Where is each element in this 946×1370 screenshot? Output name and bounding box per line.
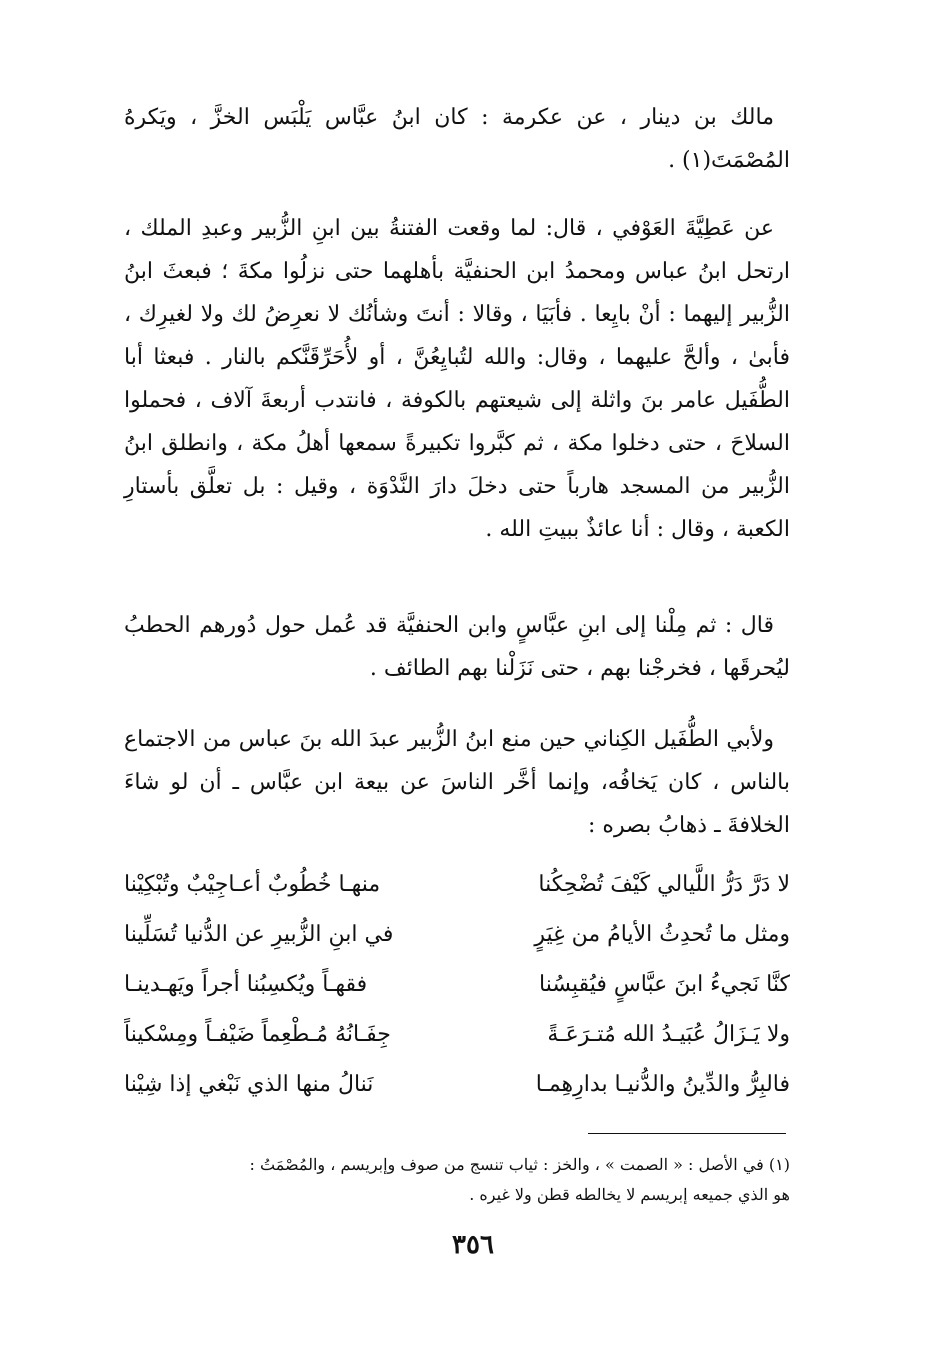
paragraph-1-block xyxy=(124,96,790,182)
paragraph: قال : ثم مِلْنا إلى ابنِ عبَّاسٍ وابن الحنفيَّة قد عُمل حول دُورهم الحطبُ ليُحرقَها ، فخرجْنا بهم ، حتى نَزَلْنا بهم الطائف . xyxy=(124,613,790,681)
footnote-line: هو الذي جميعه إبريسم لا يخالطه قطن ولا غيره . xyxy=(469,1185,790,1204)
paragraph-3-block xyxy=(124,604,790,690)
poem-hemistich-second: فقهـاً ويُكسِبُنا أجراً ويَهـدينـا xyxy=(124,972,368,997)
poem-verse xyxy=(124,960,790,1010)
poem-hemistich-first: فالبِرُّ والدِّينُ والدُّنيـا بدارِهِمـا xyxy=(535,1072,790,1097)
footnote-separator xyxy=(588,1133,786,1134)
poem-hemistich-second: منهـا خُطُوبٌ أعـاجِيْبٌ وتُبْكِيْنا xyxy=(124,872,381,897)
poem xyxy=(124,860,790,1110)
poem-verse xyxy=(124,1060,790,1110)
paragraph: مالك بن دينار ، عن عكرمة : كان ابنُ عبَّاس يَلْبَس الخزَّ ، ويَكرهُ المُصْمَتَ(١) . xyxy=(124,105,790,173)
footnote-line: (١) في الأصل : « الصمت » ، والخز : ثياب تنسج من صوف وإبريسم ، والمُصْمَتُ : xyxy=(249,1155,790,1174)
paragraph: عن عَطِيَّةَ العَوْفي ، قال: لما وقعت الفتنةُ بين ابنِ الزُّبير وعبدِ الملك ، ارتحل ابنُ عباس ومحمدُ ابن الحنفيَّة بأهلهما حتى نزلُوا مكةَ ؛ فبعثَ ابنُ الزُّبير إليهما : أنْ بايِعا . فأبَيَا ، وقالا : أنتَ وشأنُك لا نعرِضُ لك ولا لغيرِك ، فأبىٰ ، وألحَّ عليهما ، وقال: والله لتُبايِعُنَّ ، أو لأُحَرِّقَنَّكم بالنار . فبعثا أبا الطُّفَيل عامر بنَ واثلة إلى شيعتهم بالكوفة ، فانتدب أربعةَ آلاف ، فحملوا السلاحَ ، حتى دخلوا مكة ، ثم كبَّروا تكبيرةً سمعها أهلُ مكة ، وانطلق ابنُ الزُّبير من المسجد هارباً حتى دخلَ دارَ النَّدْوَة ، وقيل : بل تعلَّق بأستارِ الكعبة ، وقال : أنا عائذٌ ببيتِ الله . xyxy=(124,216,790,542)
paragraph: ولأبي الطُّفَيل الكِناني حين منع ابنُ الزُّبير عبدَ الله بنَ عباس من الاجتماع بالناس ، كان يَخافُه، وإنما أخَّر الناسَ عن بيعة ابن عبَّاس ـ أن لو شاءَ الخلافةَ ـ ذهابُ بصره : xyxy=(124,727,790,838)
poem-verse xyxy=(124,910,790,960)
poem-hemistich-first: ولا يَـزَالُ عُبَيـدُ الله مُتـرَعَـةً xyxy=(547,1022,790,1047)
poem-hemistich-first: ومثل ما تُحدِثُ الأيامُ من غِيَرٍ xyxy=(534,922,790,947)
poem-hemistich-first: لا دَرَّ دَرُّ اللَّيالي كَيْفَ تُضْحِكُنا xyxy=(538,872,790,897)
page-number: ٣٥٦ xyxy=(452,1230,494,1260)
main-text-block xyxy=(124,207,790,551)
footnotes xyxy=(124,1150,790,1210)
poem-hemistich-second: في ابنِ الزُّبيرِ عن الدُّنيا تُسَلِّينا xyxy=(124,922,394,947)
poem-hemistich-first: كنَّا نَجيءُ ابنَ عبَّاسٍ فيُقبِسُنا xyxy=(539,972,790,997)
poem-hemistich-second: نَنالُ منها الذي نَبْغي إذا شِيْنا xyxy=(124,1072,374,1097)
poem-verse xyxy=(124,860,790,910)
paragraph-4-block xyxy=(124,718,790,847)
poem-verse xyxy=(124,1010,790,1060)
poem-hemistich-second: جِفَـانُهُ مُـطْعِماً ضَيْفـاً ومِسْكيناً xyxy=(124,1022,391,1047)
